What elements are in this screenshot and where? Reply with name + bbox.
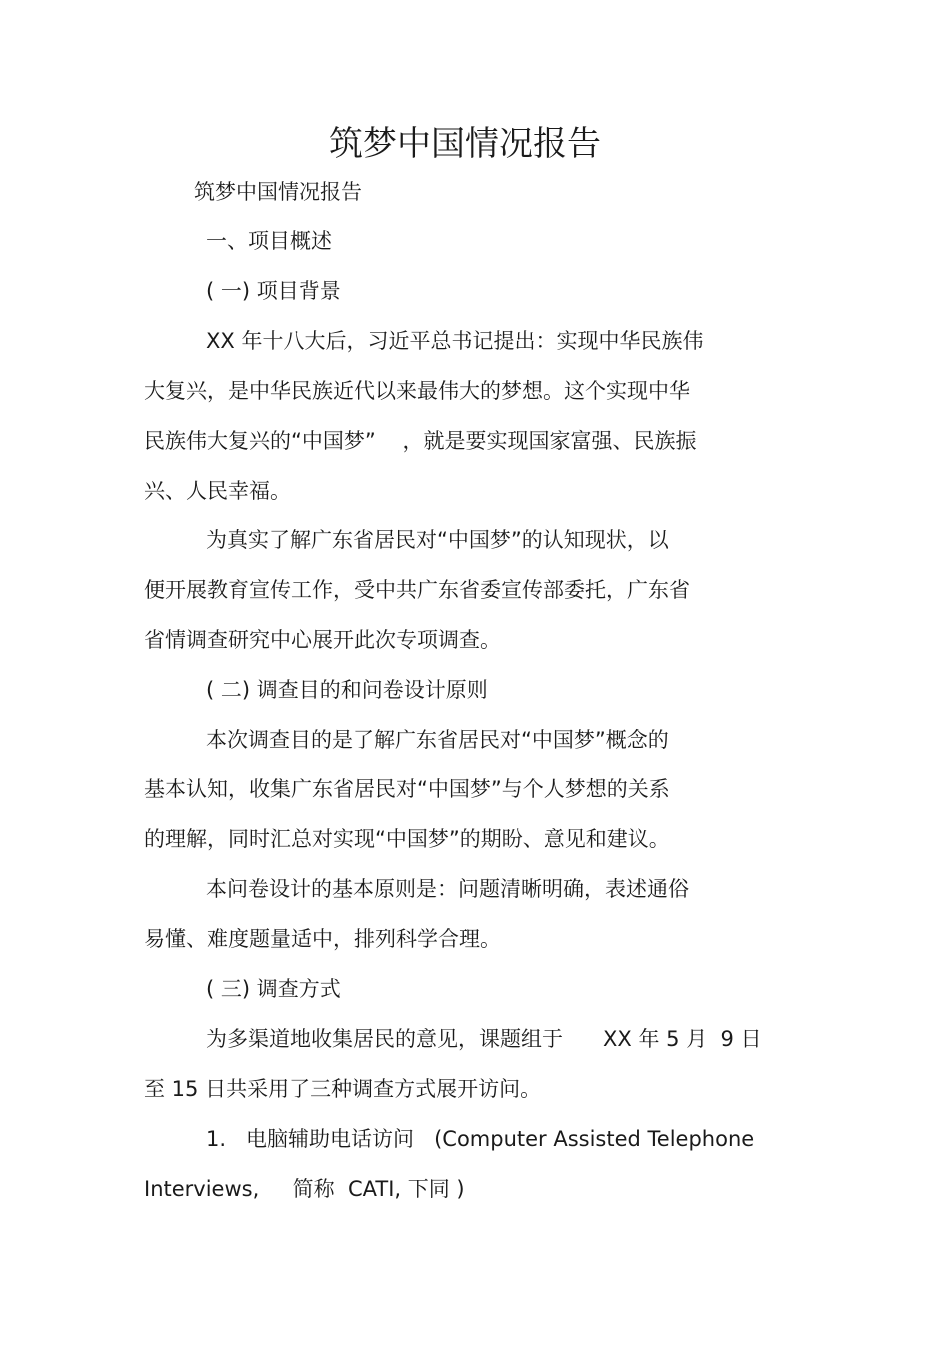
paragraph-line: XX 年十八大后，习近平总书记提出：实现中华民族伟 [206, 329, 704, 353]
paragraph-line: 为真实了解广东省居民对“中国梦”的认知现状，以 [206, 528, 669, 552]
list-item-continuation: Interviews, 简称 CATI, 下同 ) [144, 1177, 465, 1201]
paragraph-line: 便开展教育宣传工作，受中共广东省委宣传部委托，广东省 [144, 578, 690, 602]
list-item: 1. 电脑辅助电话访问 (Computer Assisted Telephone [206, 1127, 755, 1151]
paragraph-line: 基本认知，收集广东省居民对“中国梦”与个人梦想的关系 [144, 777, 670, 801]
document-title: 筑梦中国情况报告 [329, 124, 601, 164]
subsection-heading: ( 二) 调查目的和问卷设计原则 [206, 678, 488, 702]
paragraph-line: 省情调查研究中心展开此次专项调查。 [144, 628, 501, 652]
subsection-heading: ( 一) 项目背景 [206, 279, 341, 303]
subsection-heading: ( 三) 调查方式 [206, 977, 341, 1001]
paragraph-line: 兴、人民幸福。 [144, 479, 291, 503]
paragraph-line: 本问卷设计的基本原则是：问题清晰明确，表述通俗 [206, 877, 689, 901]
paragraph-line: 大复兴，是中华民族近代以来最伟大的梦想。这个实现中华 [144, 379, 690, 403]
subtitle-line: 筑梦中国情况报告 [194, 180, 362, 204]
paragraph-line: 本次调查目的是了解广东省居民对“中国梦”概念的 [206, 728, 669, 752]
paragraph-line: 易懂、难度题量适中，排列科学合理。 [144, 927, 501, 951]
paragraph-line: 民族伟大复兴的“中国梦” ，就是要实现国家富强、民族振 [144, 429, 697, 453]
paragraph-line: 为多渠道地收集居民的意见，课题组于 XX 年 5 月 9 日 [206, 1027, 762, 1051]
paragraph-line: 的理解，同时汇总对实现“中国梦”的期盼、意见和建议。 [144, 827, 670, 851]
paragraph-line: 至 15 日共采用了三种调查方式展开访问。 [144, 1077, 542, 1101]
section-heading: 一、项目概述 [206, 229, 332, 253]
